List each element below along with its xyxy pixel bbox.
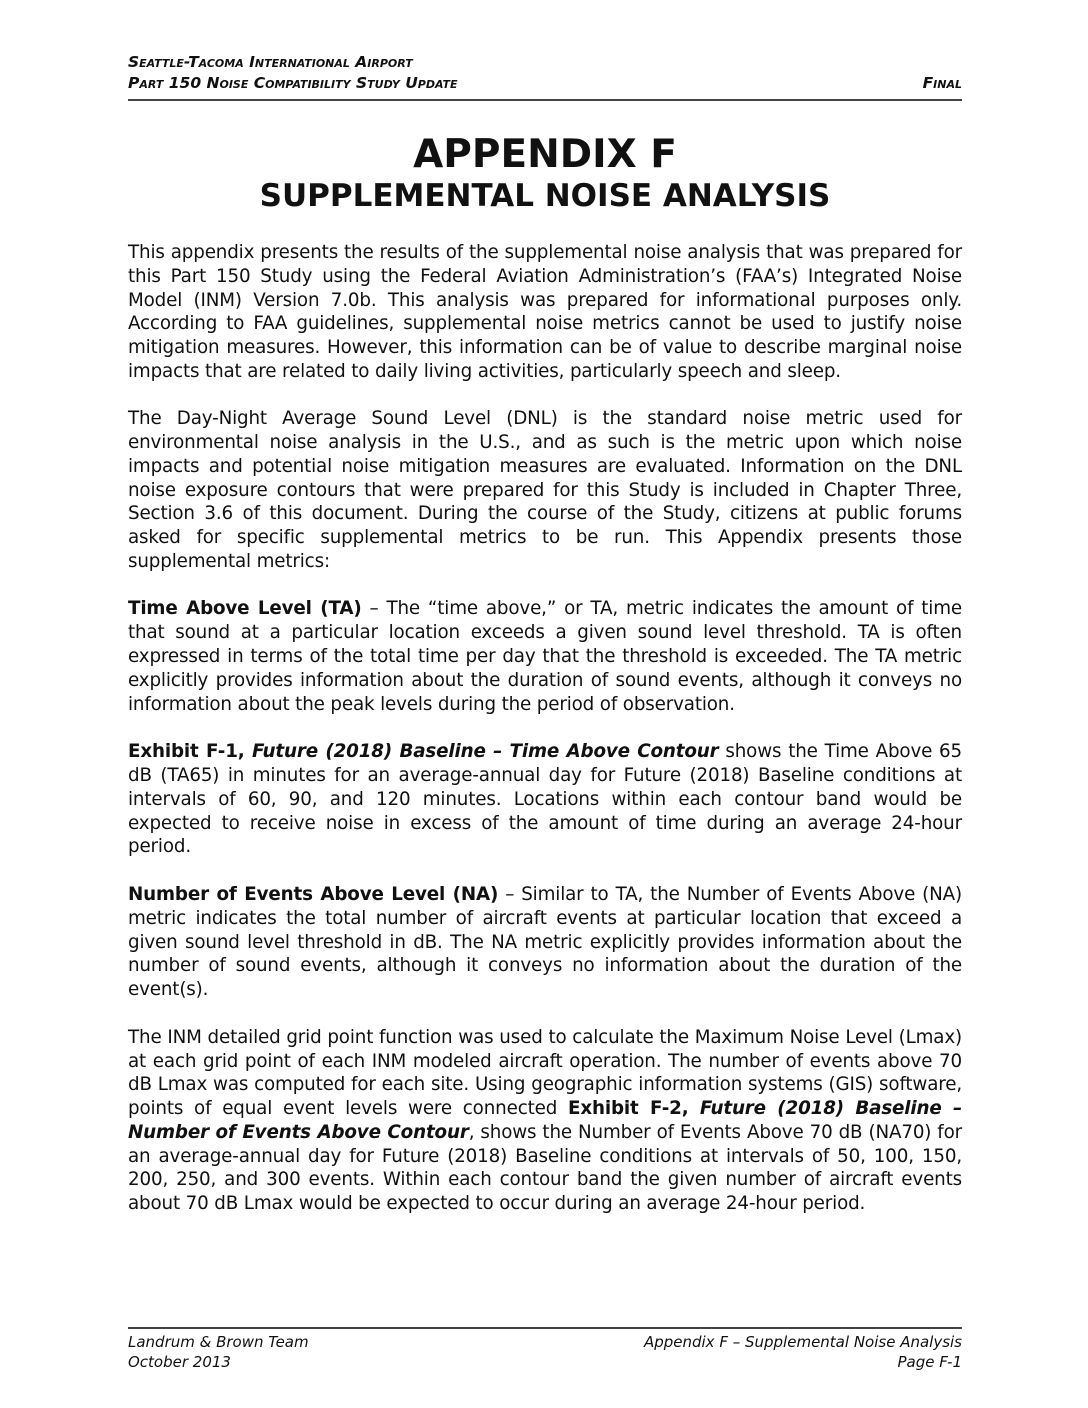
- running-header: [128, 52, 962, 94]
- exhibit-f1-text: shows the Time Above 65 dB (TA65) in minutes for an average-annual day for Future (2018) Baseline conditions at intervals of 60, 90, and 120 minutes. Locations within each contour band would be expected to receive noise in excess of the amount of time during an average 24-hour period.: [128, 741, 963, 858]
- header-status: Final: [922, 74, 962, 92]
- paragraph-inm-grid: [128, 1026, 962, 1216]
- exhibit-f1-ref: Exhibit F-1,: [128, 741, 252, 763]
- term-number-events: Number of Events Above Level (NA): [128, 883, 499, 905]
- paragraph-exhibit-f1: [128, 740, 962, 859]
- paragraph-number-events: [128, 883, 962, 1002]
- inm-grid-text-2: , shows the Number of Events Above 70 dB (NA70) for an average-annual day for Future (2018) Baseline conditions at intervals of 50, 100, 150, 200, 250, and 300 events. Within each contour band the given number of aircraft events about 70 dB Lmax would be expected to occur during an average 24-hour period.: [128, 1121, 962, 1215]
- paragraph-dnl: The Day-Night Average Sound Level (DNL) is the standard noise metric used for environmental noise analysis in the U.S., and as such is the metric upon which noise impacts and potential noise mitigation measures are evaluated. Information on the DNL noise exposure contours that were prepared for this Study is included in Chapter Three, Section 3.6 of this document. During the course of the Study, citizens at public forums asked for specific supplemental metrics to be run. This Appendix presents those supplemental metrics:: [128, 408, 962, 573]
- header-airport-name: Seattle-Tacoma International Airport: [128, 53, 413, 71]
- footer-author: Landrum & Brown Team: [128, 1333, 309, 1351]
- appendix-title: APPENDIX F: [413, 132, 677, 177]
- header-row-1: [128, 52, 962, 73]
- footer-row-2: [128, 1352, 962, 1372]
- appendix-subtitle: SUPPLEMENTAL NOISE ANALYSIS: [259, 178, 831, 214]
- running-footer: [128, 1332, 962, 1372]
- footer-date: October 2013: [128, 1353, 231, 1371]
- header-divider: [128, 99, 962, 101]
- exhibit-f1-title: Future (2018) Baseline – Time Above Contour: [251, 741, 719, 763]
- footer-row-1: [128, 1332, 962, 1352]
- paragraph-intro: This appendix presents the results of the supplemental noise analysis that was prepared for this Part 150 Study using the Federal Aviation Administration’s (FAA’s) Integrated Noise Model (INM) Version 7.0b. This analysis was prepared for informational purposes only. According to FAA guidelines, supplemental noise metrics cannot be used to justify noise mitigation measures. However, this information can be of value to describe marginal noise impacts that are related to daily living activities, particularly speech and sleep.: [128, 242, 962, 382]
- footer-section: Appendix F – Supplemental Noise Analysis: [643, 1333, 962, 1351]
- paragraph-time-above: [128, 597, 962, 716]
- term-time-above: Time Above Level (TA): [128, 598, 362, 620]
- header-row-2: [128, 73, 962, 94]
- time-above-text: – The “time above,” or TA, metric indicates the amount of time that sound at a particular location exceeds a given sound level threshold. TA is often expressed in terms of the total time per day that the threshold is exceeded. The TA metric explicitly provides information about the duration of sound events, although it conveys no information about the peak levels during the period of observation.: [128, 598, 962, 715]
- exhibit-f2-ref: Exhibit F-2,: [567, 1098, 700, 1120]
- number-events-text: – Similar to TA, the Number of Events Above (NA) metric indicates the total number of aircraft events at particular location that exceed a given sound level threshold in dB. The NA metric explicitly provides information about the number of sound events, although it conveys no information about the duration of the event(s).: [128, 883, 963, 1001]
- exhibit-f2-title: Future (2018) Baseline – Number of Events Above Contour: [128, 1098, 963, 1143]
- inm-grid-text-1: The INM detailed grid point function was used to calculate the Maximum Noise Level (Lmax) at each grid point of each INM modeled aircraft operation. The number of events above 70 dB Lmax was computed for each site. Using geographic information systems (GIS) software, points of equal event levels were connected: [128, 1026, 962, 1120]
- footer-divider: [128, 1327, 962, 1329]
- header-study-name: Part 150 Noise Compatibility Study Update: [128, 74, 458, 92]
- document-body: [128, 241, 962, 1240]
- footer-page-number: Page F-1: [897, 1353, 962, 1371]
